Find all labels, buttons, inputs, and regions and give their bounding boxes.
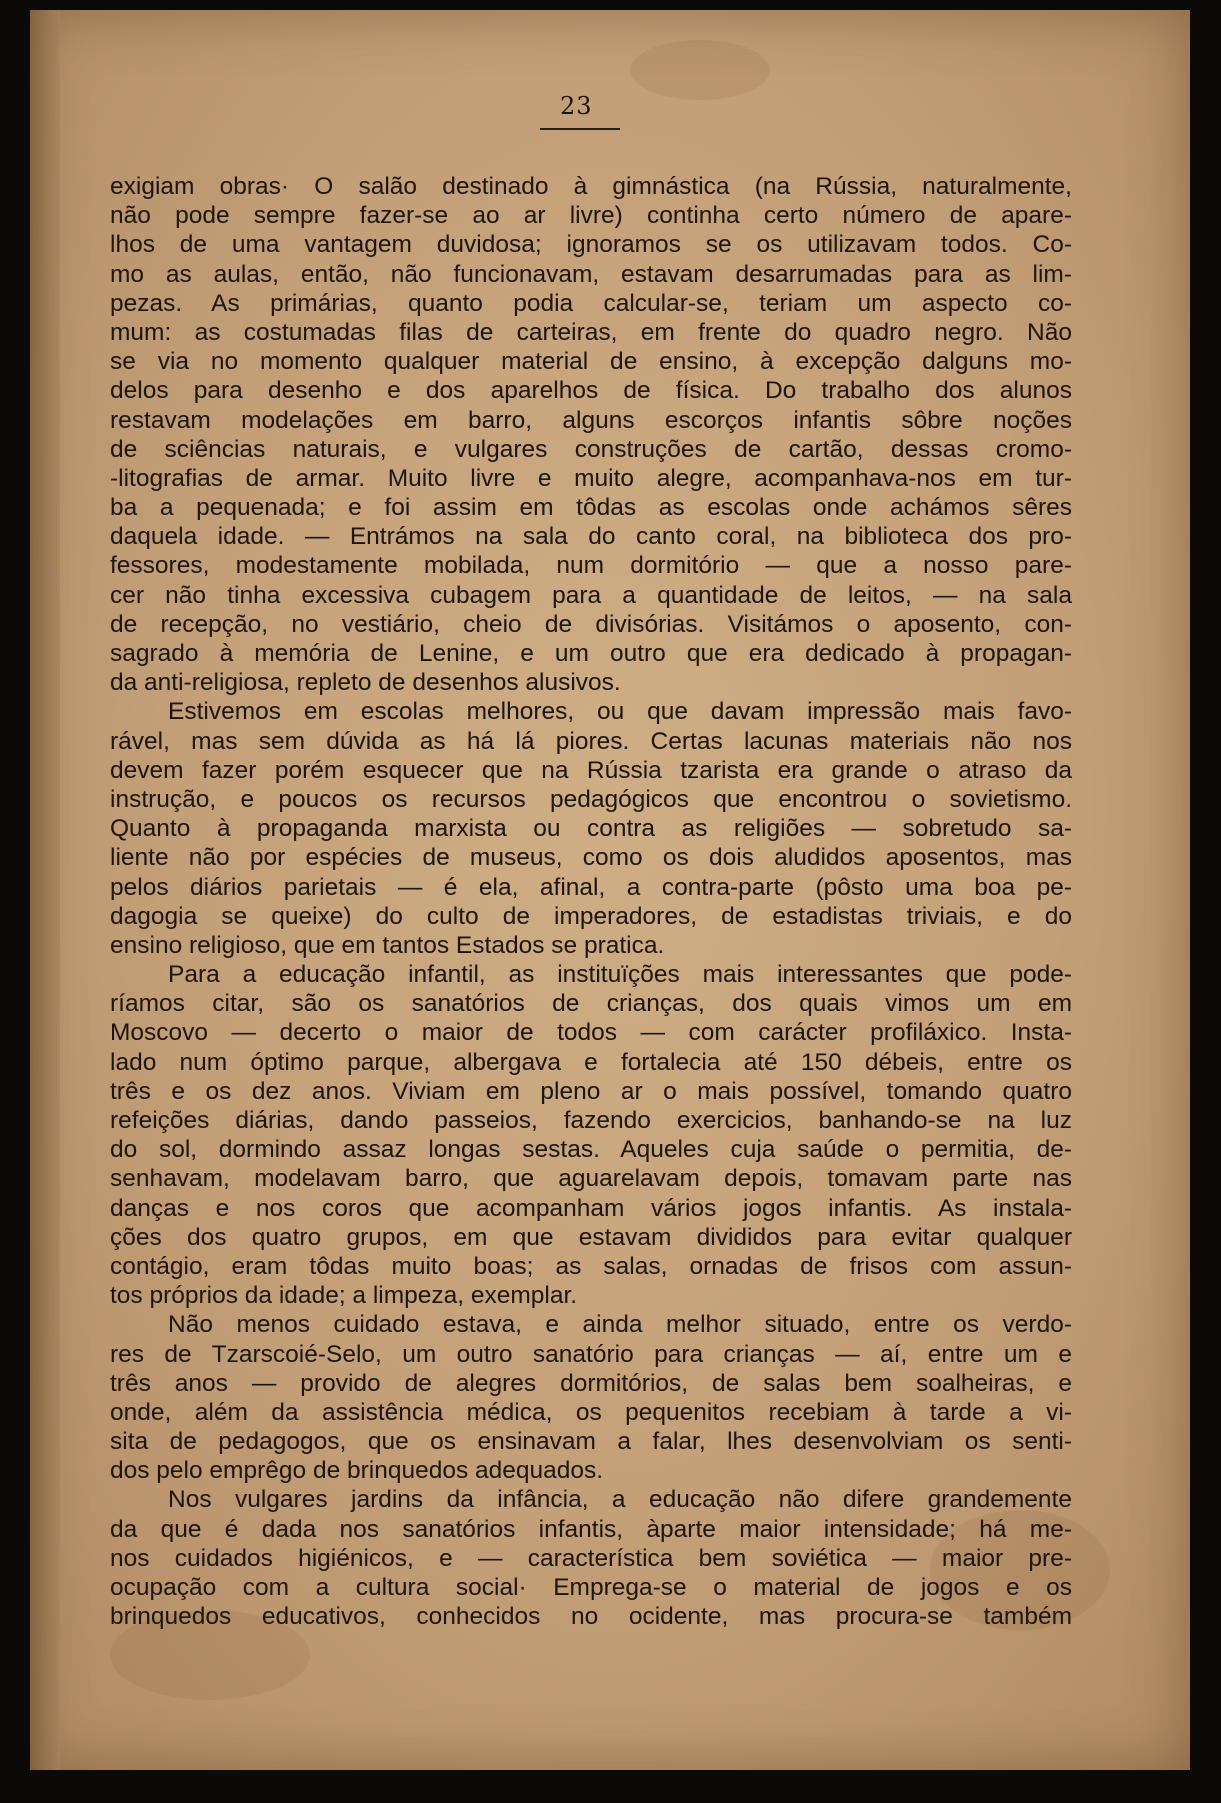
text-line: ções dos quatro grupos, em que estavam divididos para evitar qualquer <box>110 1223 1072 1251</box>
page-gutter <box>30 10 60 1770</box>
text-line: sagrado à memória de Lenine, e um outro que era dedicado à propagan- <box>110 640 1072 667</box>
page-number-rule <box>540 128 620 130</box>
text-line: exigiam obras· O salão destinado à gimnástica (na Rússia, naturalmente, <box>110 173 1072 200</box>
text-line: res de Tzarscoié-Selo, um outro sanatório para crianças — aí, entre um e <box>110 1340 1072 1368</box>
text-line: da que é dada nos sanatórios infantis, àparte maior intensidade; há me- <box>110 1515 1072 1543</box>
text-line: da anti-religiosa, repleto de desenhos alusivos. <box>110 669 621 697</box>
text-line: ba a pequenada; e foi assim em tôdas as escolas onde achámos sêres <box>110 494 1072 522</box>
text-line: refeições diárias, dando passeios, fazendo exercicios, banhando-se na luz <box>110 1107 1072 1134</box>
text-line: brinquedos educativos, conhecidos no ocidente, mas procura-se também <box>110 1603 1072 1631</box>
text-line: três anos — provido de alegres dormitórios, de salas bem soalheiras, e <box>110 1369 1072 1397</box>
text-line: contágio, eram tôdas muito boas; as salas, ornadas de frisos com assun- <box>110 1252 1072 1280</box>
text-line: mum: as costumadas filas de carteiras, em frente do quadro negro. Não <box>110 318 1072 346</box>
body-text <box>110 172 1072 1631</box>
text-line: cer não tinha excessiva cubagem para a quantidade de leitos, — na sala <box>110 581 1072 609</box>
text-line: -litografias de armar. Muito livre e muito alegre, acompanhava-nos em tur- <box>110 464 1072 492</box>
paragraph-start-line: Nos vulgares jardins da infância, a educação não difere grandemente <box>168 1486 1072 1514</box>
text-line: liente não por espécies de museus, como os dois aludidos aposentos, mas <box>110 844 1072 872</box>
text-line: pezas. As primárias, quanto podia calcular-se, teriam um aspecto co- <box>110 289 1072 317</box>
paragraph-start-line: Não menos cuidado estava, e ainda melhor situado, entre os verdo- <box>168 1311 1072 1339</box>
text-line: onde, além da assistência médica, os pequenitos recebiam à tarde a vi- <box>110 1398 1072 1426</box>
page-number: 23 <box>560 92 593 120</box>
text-line: Quanto à propaganda marxista ou contra as religiões — sobretudo sa- <box>110 815 1072 843</box>
text-line: dagogia se queixe) do culto de imperadores, de estadistas triviais, e do <box>110 902 1072 930</box>
text-line: lado num óptimo parque, albergava e fortalecia até 150 débeis, entre os <box>110 1048 1072 1076</box>
text-line: nos cuidados higiénicos, e — característica bem soviética — maior pre- <box>110 1544 1072 1572</box>
text-line: delos para desenho e dos aparelhos de física. Do trabalho dos alunos <box>110 377 1072 405</box>
text-line: senhavam, modelavam barro, que aguarelavam depois, tomavam parte nas <box>110 1165 1072 1193</box>
text-line: devem fazer porém esquecer que na Rússia tzarista era grande o atraso da <box>110 756 1072 784</box>
text-line: ocupação com a cultura social· Emprega-se o material de jogos e os <box>110 1574 1072 1601</box>
text-line: lhos de uma vantagem duvidosa; ignoramos se os utilizavam todos. Co- <box>110 231 1072 259</box>
text-line: danças e nos coros que acompanham vários jogos infantis. As instala- <box>110 1194 1072 1222</box>
text-line: do sol, dormindo assaz longas sestas. Aqueles cuja saúde o permitia, de- <box>110 1136 1072 1164</box>
text-line: rável, mas sem dúvida as há lá piores. Certas lacunas materiais não nos <box>110 727 1072 755</box>
text-line: daquela idade. — Entrámos na sala do canto coral, na biblioteca dos pro- <box>110 523 1072 551</box>
text-line: não pode sempre fazer-se ao ar livre) continha certo número de apare- <box>110 202 1072 230</box>
text-line: de sciências naturais, e vulgares construções de cartão, dessas cromo- <box>110 435 1072 463</box>
text-line: restavam modelações em barro, alguns escorços infantis sôbre noções <box>110 406 1072 434</box>
text-line: de recepção, no vestiário, cheio de divisórias. Visitámos o aposento, con- <box>110 610 1072 638</box>
text-line: ensino religioso, que em tantos Estados se pratica. <box>110 931 665 959</box>
text-line: se via no momento qualquer material de ensino, à excepção dalguns mo- <box>110 348 1072 376</box>
text-line: dos pelo emprêgo de brinquedos adequados. <box>110 1457 604 1485</box>
paper-stain <box>630 40 770 100</box>
text-line: tos próprios da idade; a limpeza, exemplar. <box>110 1282 578 1310</box>
text-line: Moscovo — decerto o maior de todos — com carácter profiláxico. Insta- <box>110 1019 1072 1047</box>
text-line: pelos diários parietais — é ela, afinal, a contra-parte (pôsto uma boa pe- <box>110 873 1072 901</box>
text-line: fessores, modestamente mobilada, num dormitório — que a nosso pare- <box>110 552 1072 580</box>
text-line: três e os dez anos. Viviam em pleno ar o mais possível, tomando quatro <box>110 1077 1072 1105</box>
paragraph-start-line: Para a educação infantil, as instituïções mais interessantes que pode- <box>168 961 1072 989</box>
text-line: sita de pedagogos, que os ensinavam a falar, lhes desenvolviam os senti- <box>110 1428 1072 1456</box>
paragraph-start-line: Estivemos em escolas melhores, ou que davam impressão mais favo- <box>168 698 1072 726</box>
text-line: mo as aulas, então, não funcionavam, estavam desarrumadas para as lim- <box>110 260 1072 288</box>
text-line: ríamos citar, são os sanatórios de crianças, dos quais vimos um em <box>110 990 1072 1018</box>
text-line: instrução, e poucos os recursos pedagógicos que encontrou o sovietismo. <box>110 785 1072 813</box>
